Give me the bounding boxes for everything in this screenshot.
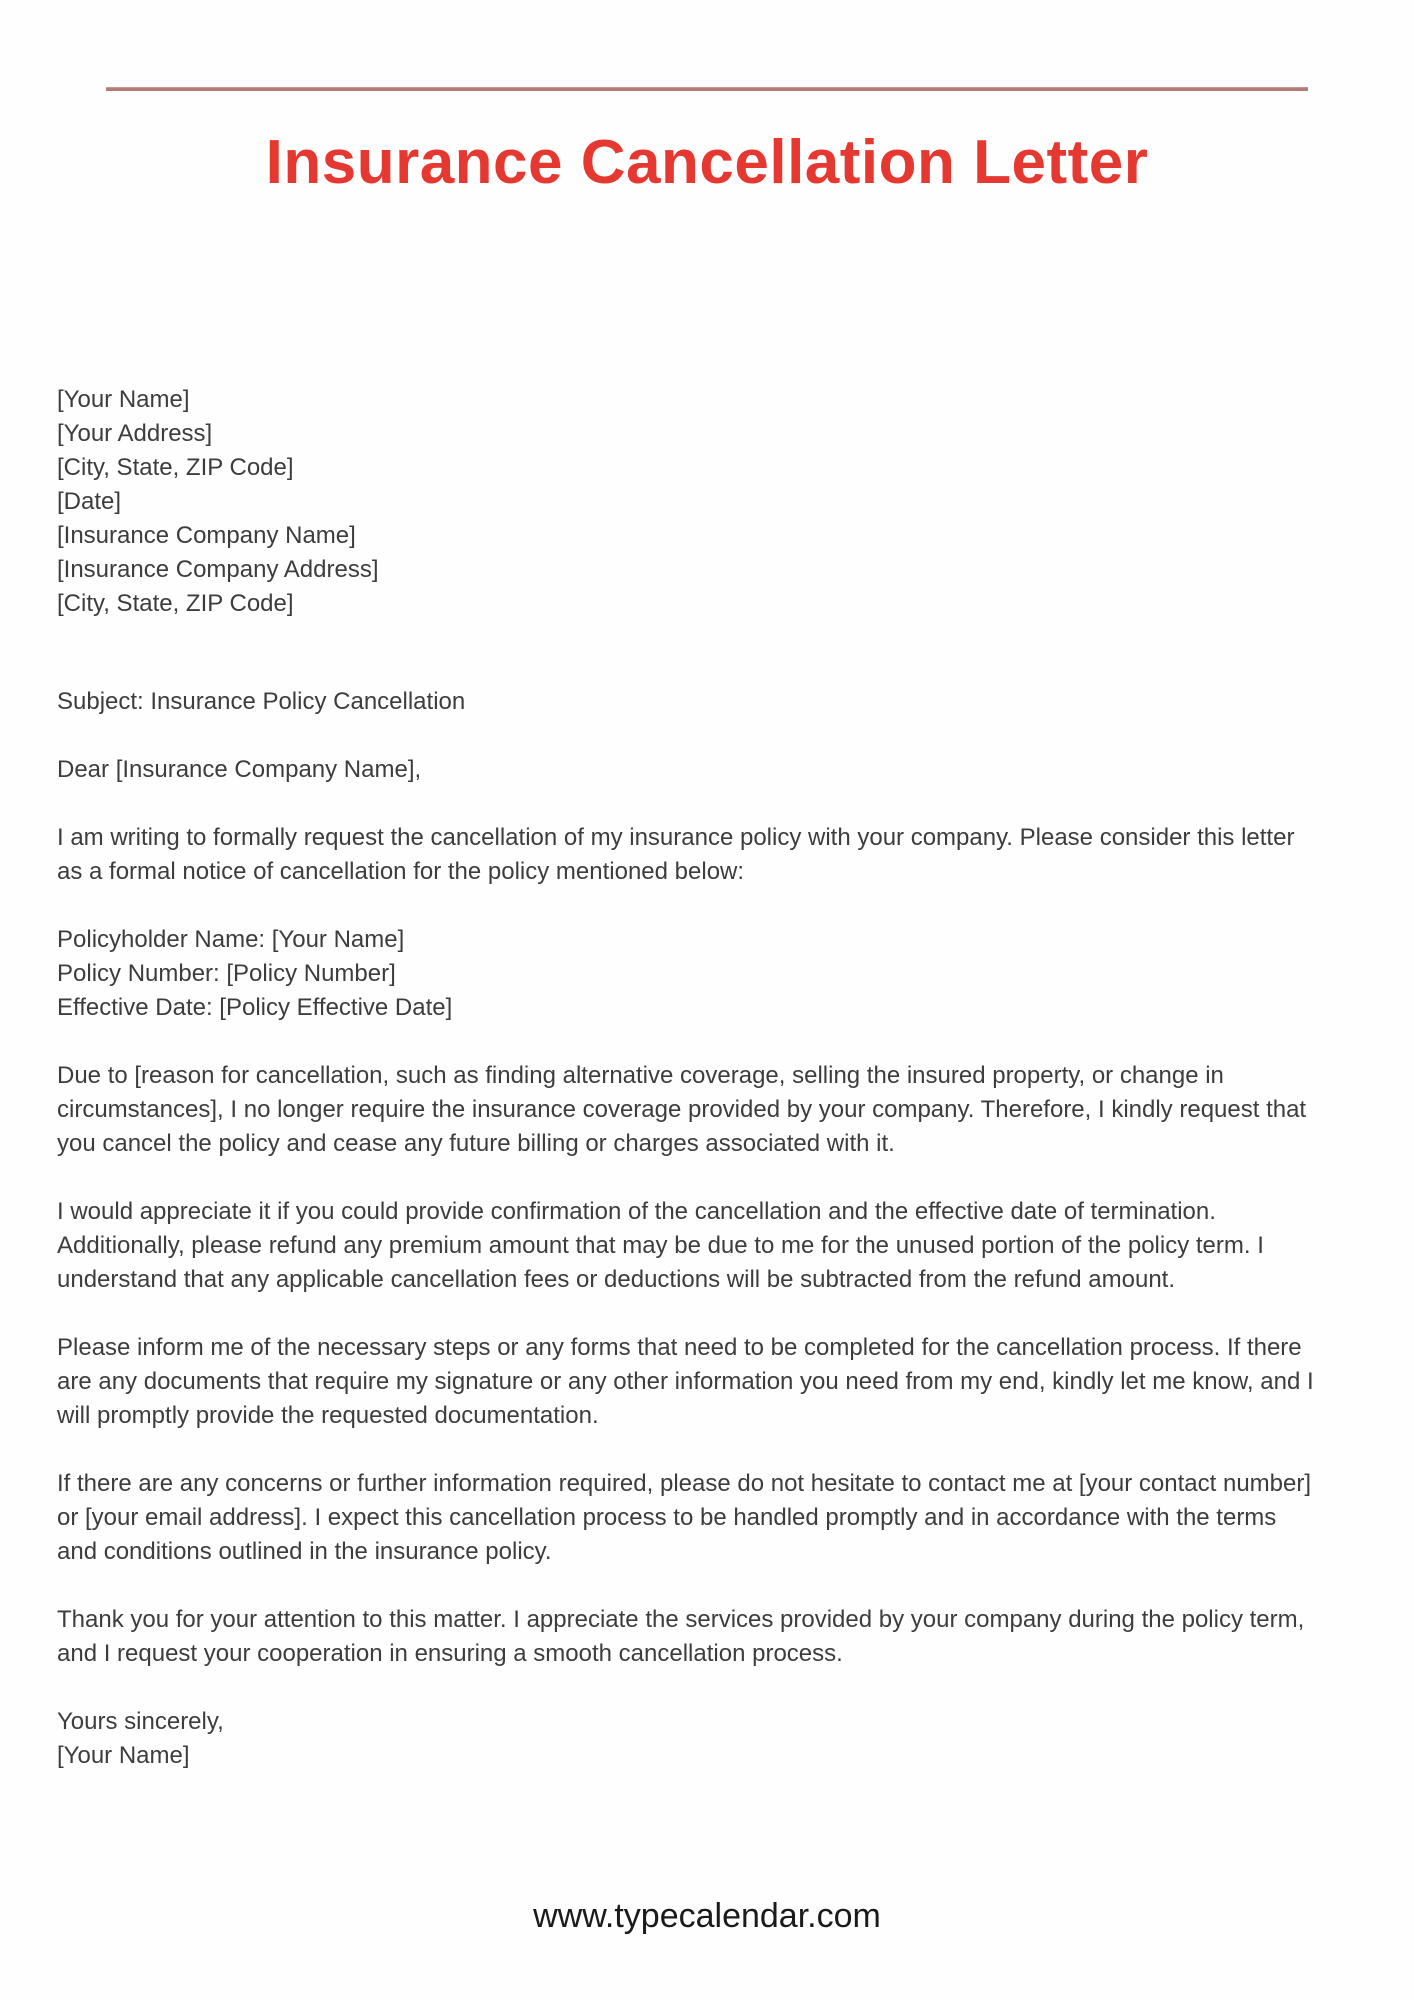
address-line: [Insurance Company Address] [57, 556, 379, 583]
closing-signature: [Your Name] [57, 1742, 190, 1769]
paragraph-thanks: Thank you for your attention to this matter. I appreciate the services provided by your company during the policy term, and I request your cooperation in ensuring a smooth cancellation process. [57, 1606, 1305, 1667]
paragraph-next-steps: Please inform me of the necessary steps or any forms that need to be completed for the cancellation process. If there are any documents that require my signature or any other information you need from my end, kindly let me know, and I will promptly provide the requested documentation. [57, 1334, 1314, 1429]
sender-address-block [57, 383, 1314, 621]
closing-block [57, 1705, 1314, 1773]
closing-salutation: Yours sincerely, [57, 1708, 224, 1735]
address-line: [City, State, ZIP Code] [57, 590, 294, 617]
paragraph-contact-info: If there are any concerns or further information required, please do not hesitate to contact me at [your contact number] or [your email address]. I expect this cancellation process to be handled promptly and in accordance with the terms and conditions outlined in the insurance policy. [57, 1470, 1312, 1565]
page-title: Insurance Cancellation Letter [265, 128, 1149, 197]
address-line: [Your Name] [57, 386, 190, 413]
paragraph-reason: Due to [reason for cancellation, such as finding alternative coverage, selling the insured property, or change in circumstances], I no longer require the insurance coverage provided by your company. Therefore, I kindly request that you cancel the policy and cease any future billing or charges associated with it. [57, 1062, 1307, 1157]
policy-detail-line: Policy Number: [Policy Number] [57, 960, 396, 987]
policy-detail-line: Policyholder Name: [Your Name] [57, 926, 405, 953]
paragraph-intro: I am writing to formally request the cancellation of my insurance policy with your company. Please consider this letter as a formal notice of cancellation for the policy mentioned below: [57, 824, 1295, 885]
address-line: [Date] [57, 488, 122, 515]
address-line: [Your Address] [57, 420, 213, 447]
policy-detail-line: Effective Date: [Policy Effective Date] [57, 994, 453, 1021]
decorative-rule [106, 87, 1308, 91]
paragraph-confirmation-refund: I would appreciate it if you could provide confirmation of the cancellation and the effective date of termination. Additionally, please refund any premium amount that may be due to me for the unused portion of the policy term. I understand that any applicable cancellation fees or deductions will be subtracted from the refund amount. [57, 1198, 1264, 1293]
site-footer-url: www.typecalendar.com [533, 1897, 881, 1935]
letter-body [0, 383, 1414, 1773]
address-line: [Insurance Company Name] [57, 522, 356, 549]
subject-line: Subject: Insurance Policy Cancellation [57, 688, 466, 715]
salutation: Dear [Insurance Company Name], [57, 756, 422, 783]
address-line: [City, State, ZIP Code] [57, 454, 294, 481]
policy-details-block [57, 923, 1314, 1025]
